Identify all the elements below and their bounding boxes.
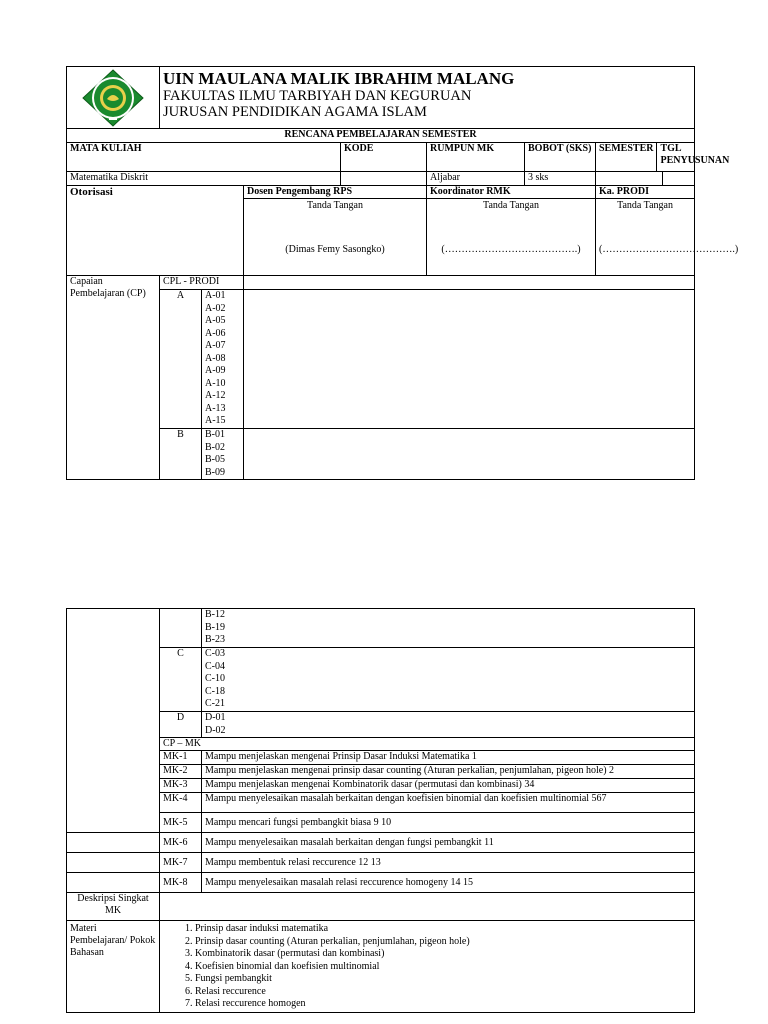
- mk-code: MK-6: [160, 833, 202, 853]
- cpl-code: A-05: [205, 315, 226, 326]
- mk-code: MK-3: [160, 779, 202, 793]
- cpl-code: A-06: [205, 327, 226, 339]
- mk-text: Mampu menyelesaikan masalah berkaitan dengan fungsi pembangkit 11: [202, 833, 695, 853]
- value-rumpun: Aljabar: [427, 172, 525, 186]
- mk-code: MK-2: [160, 765, 202, 779]
- mk-text: Mampu membentuk relasi reccurence 12 13: [202, 853, 695, 873]
- group-letter: D: [160, 712, 202, 738]
- group-letter: C: [160, 648, 202, 712]
- cpl-code: A-01: [205, 290, 226, 301]
- material-item: 7. Relasi reccurence homogen: [195, 998, 691, 1011]
- cpl-code: A-08: [205, 352, 226, 364]
- materials-label: Materi Pembelajaran/ Pokok Bahasan: [67, 921, 160, 1013]
- signature-dosen: [244, 199, 427, 276]
- description-label: Deskripsi Singkat MK: [67, 893, 160, 921]
- cpl-code: A-02: [205, 302, 226, 314]
- signature-koordinator: [427, 199, 596, 276]
- header-tgl-penyusunan: TGL PENYUSUNAN: [660, 143, 730, 166]
- cpl-code: B-12: [205, 609, 225, 620]
- cp-label: Capaian Pembelajaran (CP): [67, 276, 160, 480]
- materials-cell: [160, 921, 695, 1013]
- group-c-codes: [202, 648, 695, 712]
- university-name: UIN MAULANA MALIK IBRAHIM MALANG: [163, 69, 515, 88]
- doc-title: RENCANA PEMBELAJARAN SEMESTER: [67, 129, 695, 143]
- mk-text: Mampu menyelesaikan masalah relasi reccurence homogeny 14 15: [202, 873, 695, 893]
- cpl-code: A-09: [205, 365, 226, 376]
- cpl-code: D-01: [205, 712, 226, 723]
- signature-kaprodi: [596, 199, 739, 276]
- cpl-code: C-10: [205, 673, 225, 684]
- rps-table-page-2: [66, 608, 695, 1013]
- cpl-code: A-12: [205, 390, 226, 401]
- signature-label: Tanda Tangan: [483, 200, 539, 211]
- role-koordinator: Koordinator RMK: [427, 186, 596, 199]
- role-kaprodi: Ka. PRODI: [596, 186, 695, 199]
- role-dosen: Dosen Pengembang RPS: [244, 186, 427, 199]
- mk-text: Mampu menjelaskan mengenai Kombinatorik dasar (permutasi dan kombinasi) 34: [202, 779, 695, 793]
- faculty-name: FAKULTAS ILMU TARBIYAH DAN KEGURUAN: [163, 88, 472, 104]
- signer-name: (………………………………….): [441, 244, 581, 255]
- signature-label: Tanda Tangan: [307, 200, 363, 211]
- cpl-prodi-label: CPL - PRODI: [160, 276, 244, 290]
- group-letter: A: [160, 290, 202, 429]
- rps-table-page-1: [66, 66, 739, 480]
- cpl-code: B-09: [205, 466, 225, 478]
- header-rumpun: RUMPUN MK: [427, 143, 525, 172]
- cpl-code: B-01: [205, 429, 225, 440]
- mk-code: MK-1: [160, 751, 202, 765]
- value-kode: [341, 172, 427, 186]
- cpl-code: B-19: [205, 621, 225, 633]
- cpl-code: A-10: [205, 377, 226, 389]
- cpl-code: B-05: [205, 454, 225, 465]
- mk-code: MK-4: [160, 793, 202, 813]
- department-name: JURUSAN PENDIDIKAN AGAMA ISLAM: [163, 104, 427, 120]
- value-mata-kuliah: Matematika Diskrit: [67, 172, 341, 186]
- header-bobot: BOBOT (SKS): [525, 143, 596, 172]
- mk-text: Mampu menjelaskan mengenai prinsip dasar counting (Aturan perkalian, penjumlahan, pigeon hole) 2: [202, 765, 695, 779]
- group-d-codes: [202, 712, 695, 738]
- mk-code: MK-7: [160, 853, 202, 873]
- cpl-code: A-15: [205, 415, 226, 426]
- group-b-codes: [202, 429, 244, 480]
- material-item: 5. Fungsi pembangkit: [195, 973, 691, 986]
- header-tgl: [596, 143, 730, 172]
- mk-code: MK-8: [160, 873, 202, 893]
- cpl-code: A-07: [205, 340, 226, 351]
- cpl-code: C-04: [205, 660, 225, 672]
- cpl-code: C-03: [205, 648, 225, 659]
- signature-label: Tanda Tangan: [617, 200, 673, 211]
- cpl-code: C-18: [205, 685, 225, 697]
- group-letter: [160, 609, 202, 648]
- header-semester: SEMESTER: [596, 143, 657, 171]
- mk-text: Mampu menyelesaikan masalah berkaitan dengan koefisien binomial dan koefisien multinomial 567: [202, 793, 695, 813]
- mk-code: MK-5: [160, 813, 202, 833]
- material-item: 4. Koefisien binomial dan koefisien multinomial: [195, 961, 691, 974]
- value-tgl: [596, 172, 695, 186]
- cp-mk-label: CP – MK: [160, 738, 695, 751]
- material-item: 1. Prinsip dasar induksi matematika: [195, 923, 691, 936]
- materials-list: [173, 923, 691, 1011]
- material-item: 2. Prinsip dasar counting (Aturan perkalian, penjumlahan, pigeon hole): [195, 936, 691, 949]
- value-bobot: 3 sks: [525, 172, 596, 186]
- otorisasi-label: Otorisasi: [67, 186, 244, 199]
- cpl-code: D-02: [205, 724, 226, 736]
- mk-text: Mampu mencari fungsi pembangkit biasa 9 10: [202, 813, 695, 833]
- mk-text: Mampu menjelaskan mengenai Prinsip Dasar Induksi Matematika 1: [202, 751, 695, 765]
- logo-cell: [67, 67, 160, 129]
- signer-name: (………………………………….): [599, 244, 739, 255]
- group-b-cont-codes: [202, 609, 695, 648]
- header-mata-kuliah: MATA KULIAH: [67, 143, 341, 172]
- material-item: 3. Kombinatorik dasar (permutasi dan kombinasi): [195, 948, 691, 961]
- header-kode: KODE: [341, 143, 427, 172]
- cpl-code: C-21: [205, 698, 225, 709]
- material-item: 6. Relasi reccurence: [195, 986, 691, 999]
- cpl-code: A-13: [205, 402, 226, 414]
- signer-name: (Dimas Femy Sasongko): [285, 244, 385, 255]
- group-letter: B: [160, 429, 202, 480]
- cpl-code: B-23: [205, 634, 225, 645]
- university-seal-icon: [81, 69, 145, 127]
- otorisasi-blank: [67, 199, 244, 276]
- description-value: [160, 893, 695, 921]
- value-semester: [596, 172, 663, 185]
- cpl-code: B-02: [205, 441, 225, 453]
- group-a-codes: [202, 290, 244, 429]
